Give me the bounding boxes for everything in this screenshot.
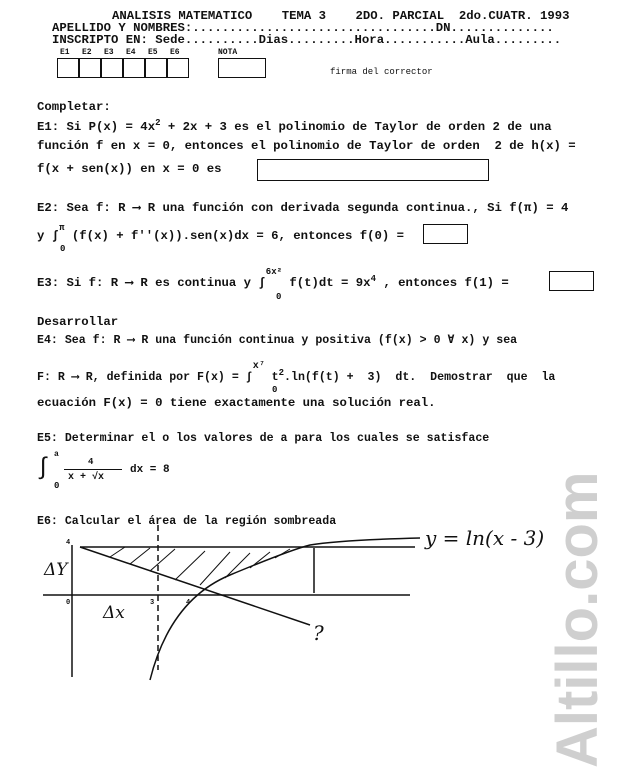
section-completar: Completar: [37, 100, 111, 114]
e3-lower-limit: 0 [276, 292, 282, 302]
section-desarrollar: Desarrollar [37, 315, 119, 329]
e5-lower: 0 [54, 481, 60, 491]
e5-upper: a [54, 450, 59, 459]
e5-numerator: 4 [88, 457, 94, 467]
delta-x-label: Δx [103, 603, 125, 623]
e4-line3: ecuación F(x) = 0 tiene exactamente una solución real. [37, 396, 436, 410]
watermark: Altillo.com [545, 471, 610, 768]
delta-y-label: ΔY [44, 560, 68, 580]
e6-line: E6: Calcular el área de la región sombreada [37, 515, 337, 528]
tick-y4: 4 [66, 539, 71, 547]
e5-line1: E5: Determinar el o los valores de a para los cuales se satisface [37, 432, 490, 445]
name-line: APELLIDO Y NOMBRES:.................................DN.............. [52, 21, 554, 35]
e5-denominator: x + √x [68, 472, 105, 483]
e2-line1: E2: Sea f: R ⟶ R una función con derivada segunda continua., Si f(π) = 4 [37, 201, 569, 215]
e1-line2: función f en x = 0, entonces el polinomio de Taylor de orden 2 de h(x) = [37, 139, 576, 153]
log-curve [150, 538, 420, 680]
e4-lower-limit: 0 [272, 385, 278, 395]
e4-line1: E4: Sea f: R ⟶ R una función continua y positiva (f(x) > 0 ∀ x) y sea [37, 334, 518, 347]
enrollment-line: INSCRIPTO EN: Sede..........Dias.........Hora...........Aula......... [52, 33, 562, 47]
firma-label: firma del corrector [330, 67, 433, 77]
grade-label: E6 [170, 48, 180, 57]
grade-label: E2 [82, 48, 92, 57]
e1-line1: E1: Si $P(x) = 4x^2 + 2x + 3$ es el polinomio de Taylor de orden 2 de una [37, 117, 552, 134]
e5-integral: ∫ [36, 455, 51, 482]
exam-title: ANALISIS MATEMATICO TEMA 3 2DO. PARCIAL 2do.CUATR. 1993 [112, 9, 570, 23]
tick-x4: 4 [186, 599, 191, 607]
grade-label: E1 [60, 48, 70, 57]
tick-x0: 0 [66, 599, 71, 607]
curve-label: y = ln(x - 3) [425, 526, 545, 550]
e5-rhs: dx = 8 [130, 464, 170, 476]
question-mark: ? [313, 621, 324, 645]
e1-line3: f(x + sen(x)) en x = 0 es [37, 162, 222, 176]
tick-x3: 3 [150, 599, 155, 607]
e2-line2: y ∫$^\pi$ (f(x) + f''(x)).sen(x)dx = 6, entonces f(0) = [37, 223, 404, 243]
grade-label: E4 [126, 48, 136, 57]
grade-label: E3 [104, 48, 114, 57]
e3-line: E3: Si f: R ⟶ R es continua y ∫$^{6x^2}$ $f(t)dt = 9x^4$ , entonces f(1) = [37, 267, 509, 290]
grade-label: E5 [148, 48, 158, 57]
nota-label: NOTA [218, 48, 238, 57]
e4-line2: F: R ⟶ R, definida por F(x) = ∫x⁷ $t^2.\ln(f(t) + 3)$ dt. Demostrar que la [37, 361, 556, 384]
e2-lower-limit: 0 [60, 244, 66, 254]
